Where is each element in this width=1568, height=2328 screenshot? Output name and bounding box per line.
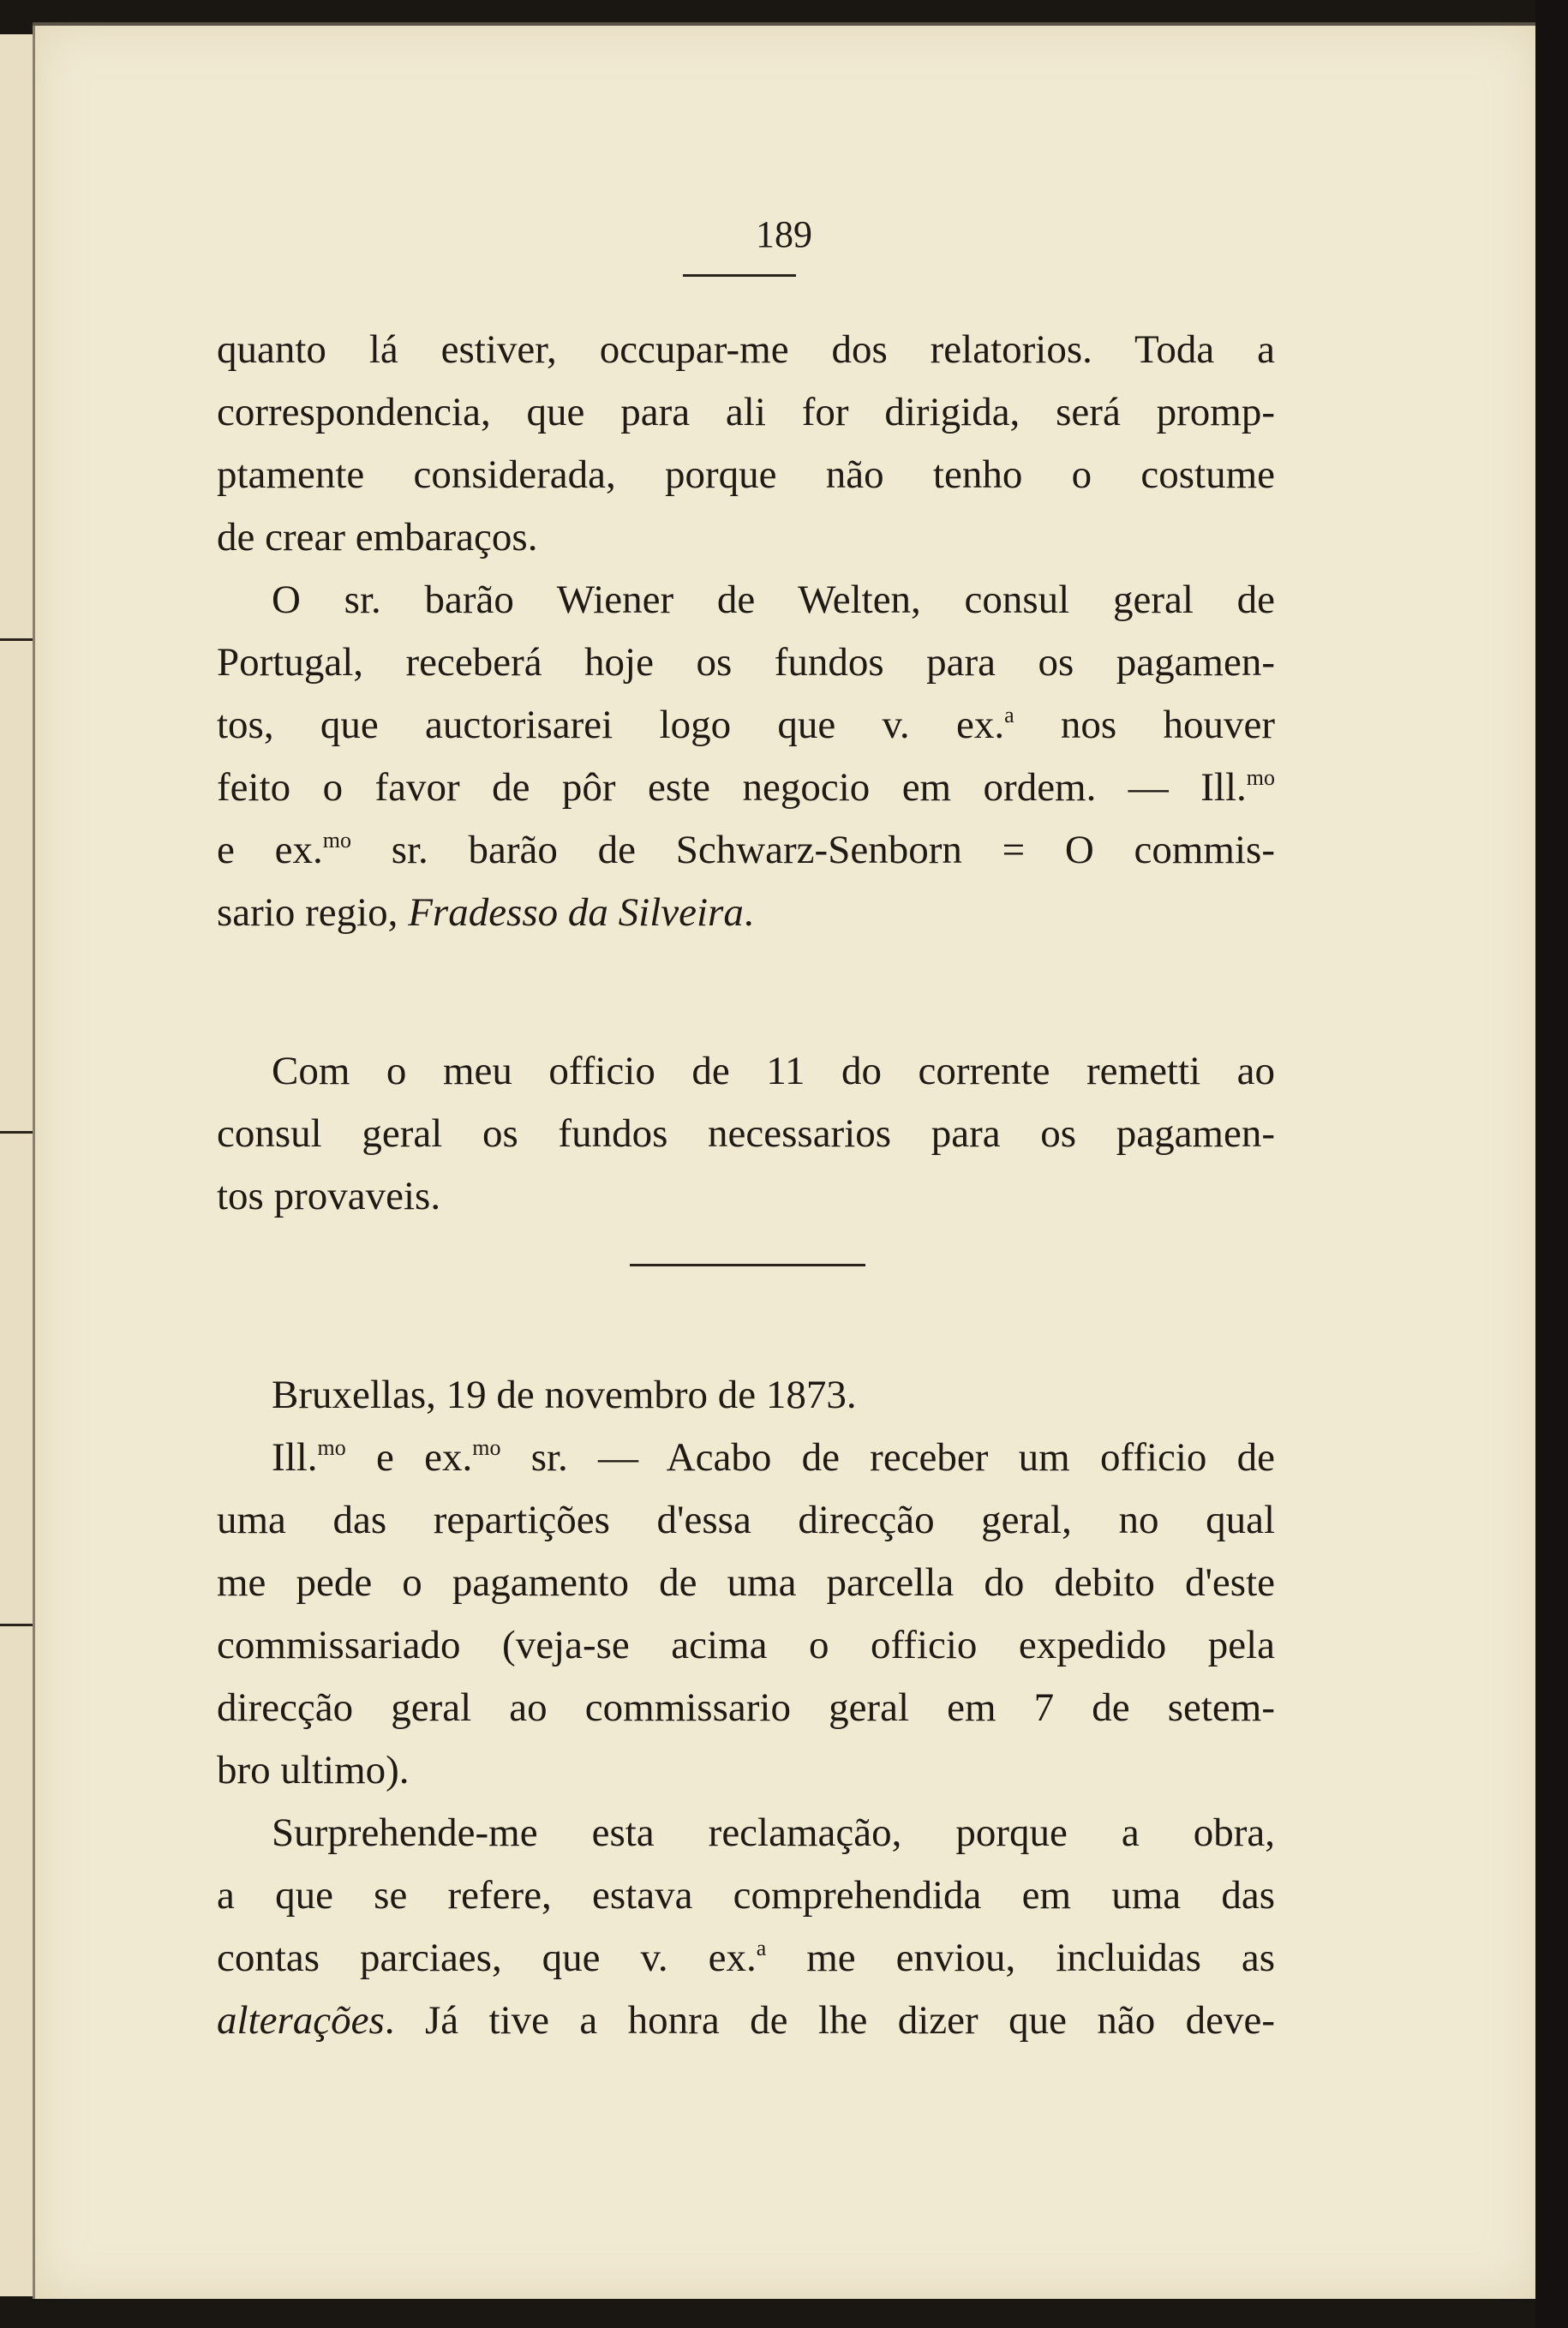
text-line: a que se refere, estava comprehendida em uma das [217,1873,1275,1918]
text-block-1 [217,319,1275,944]
page-top-edge [33,22,1535,26]
superscript: mo [317,1435,346,1460]
section-separator [630,1264,865,1266]
superscript: a [756,1936,767,1960]
superscript: mo [322,828,351,853]
text-line: Surprehende-me esta reclamação, porque a obra, [272,1810,1275,1855]
page-number: 189 [756,213,812,255]
text-line: contas parciaes, que v. ex.$^a$ me enviou, incluidas as [217,1936,1275,1980]
signature-name: Fradesso da Silveira [408,890,744,935]
text-line: e ex.$^{mo}$ sr. barão de Schwarz-Senborn = O commis- [217,828,1275,872]
binding-strip [0,34,33,2296]
text-line: Com o meu officio de 11 do corrente remetti ao [272,1049,1275,1093]
italic-word: alterações [217,1998,385,2043]
text-line: me pede o pagamento de uma parcella do debito d'este [217,1560,1275,1605]
text-line: uma das repartições d'essa direcção geral, no qual [217,1498,1275,1542]
text-line: consul geral os fundos necessarios para os pagamen- [217,1111,1275,1156]
dateline: Bruxellas, 19 de novembro de 1873. [272,1373,857,1417]
text-line: correspondencia, que para ali for dirigida, será promp- [217,390,1275,434]
text-line: sario regio, Fradesso da Silveira. [217,890,754,935]
text-line: direcção geral ao commissario geral em 7 de setem- [217,1685,1275,1730]
superscript: mo [1246,765,1275,790]
superscript: mo [472,1435,501,1460]
text-block-2 [217,1040,1275,1228]
text-line: de crear embaraços. [217,515,538,560]
text-line: Portugal, receberá hoje os fundos para os pagamen- [217,640,1275,685]
text-line: ptamente considerada, porque não tenho o costume [217,452,1275,497]
text-line: quanto lá estiver, occupar-me dos relatorios. Toda a [217,327,1275,372]
text-block-3 [217,1364,1275,2052]
text-line: O sr. barão Wiener de Welten, consul geral de [272,578,1275,622]
text-line: Ill.$^{mo}$ e ex.$^{mo}$ sr. — Acabo de receber um officio de [272,1435,1275,1480]
superscript: a [1004,703,1014,727]
text-line: commissariado (veja-se acima o officio expedido pela [217,1623,1275,1667]
text-line: alterações. Já tive a honra de lhe dizer que não deve- [217,1998,1275,2043]
page-number-rule [683,274,796,277]
text-line: feito o favor de pôr este negocio em ordem. — Ill.$^{mo}$ [217,765,1275,810]
page-right-shadow [1535,0,1568,2328]
text-line: tos provaveis. [217,1174,441,1218]
text-line: bro ultimo). [217,1748,410,1792]
text-line: tos, que auctorisarei logo que v. ex.$^a$ nos houver [217,703,1275,747]
